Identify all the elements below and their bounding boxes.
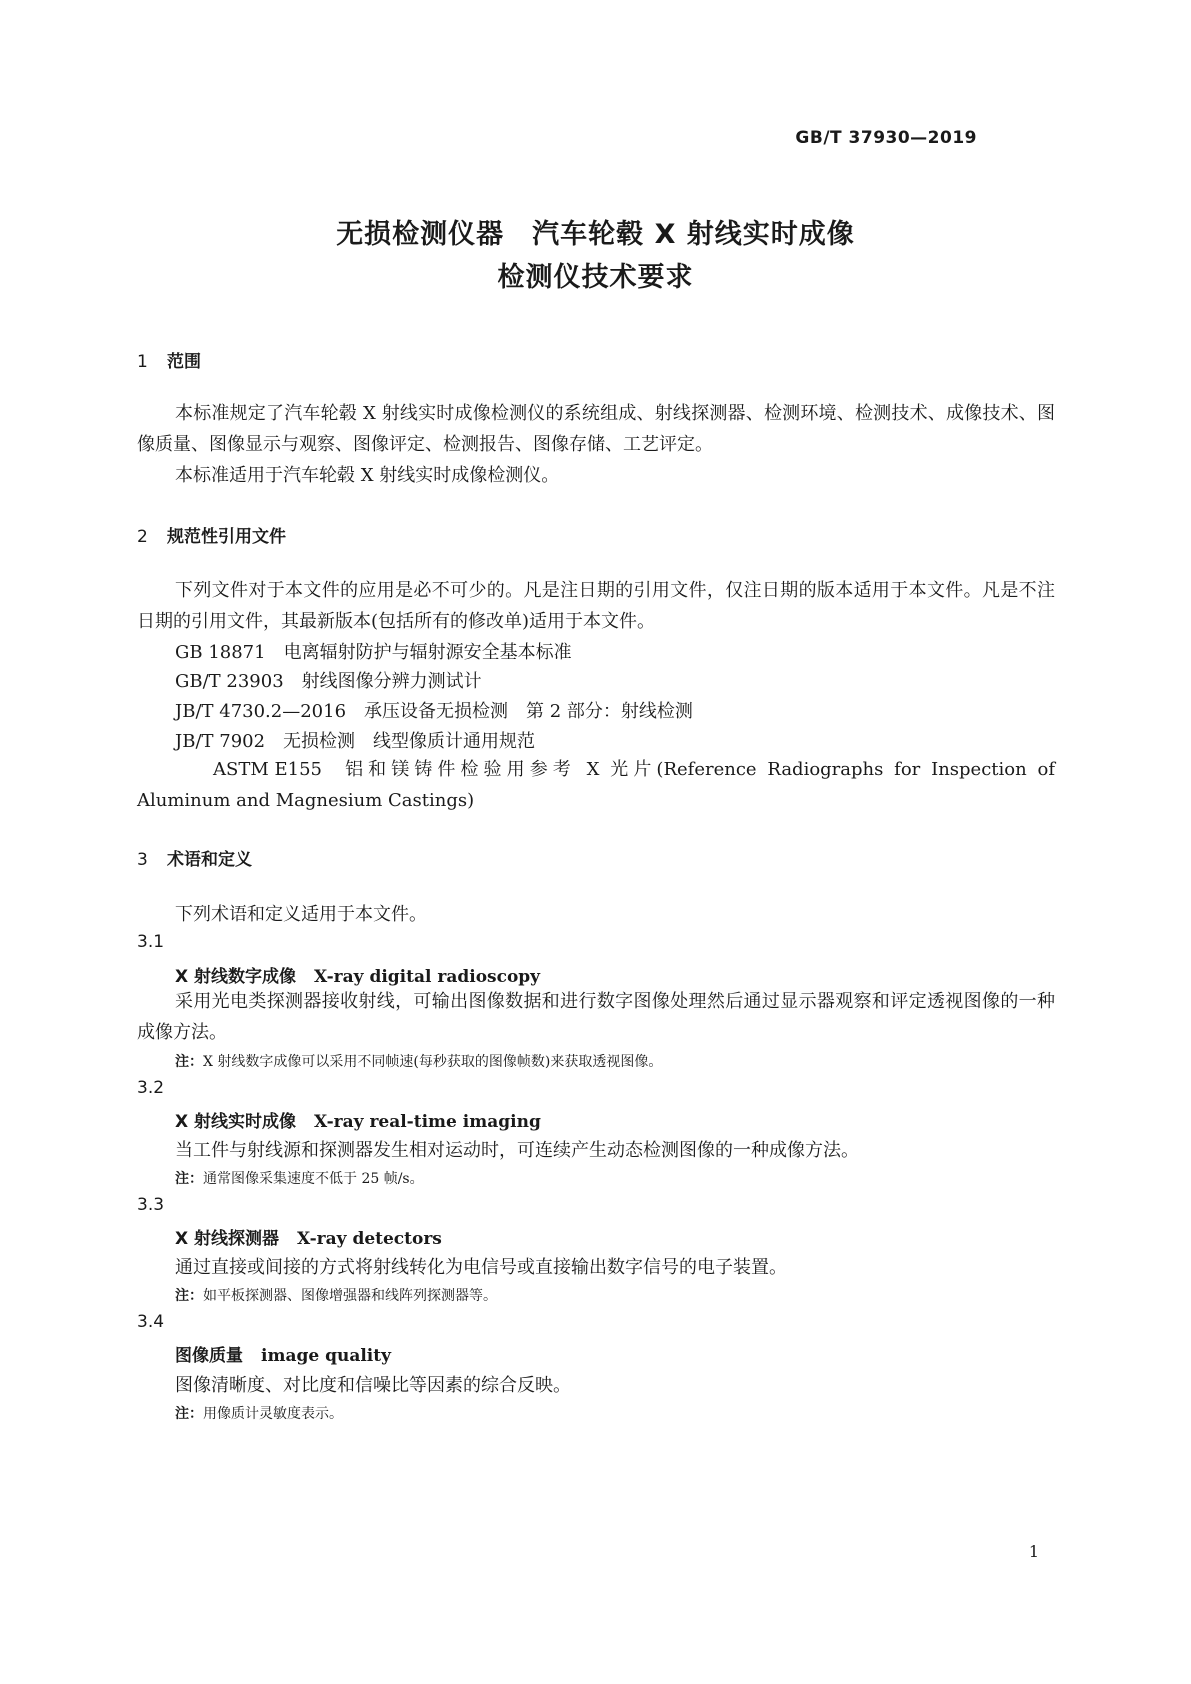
note-label: 注： <box>175 1288 203 1304</box>
term-note <box>175 1168 424 1188</box>
term-chinese: X 射线探测器 <box>175 1229 280 1249</box>
section-title: 范围 <box>167 352 201 372</box>
reference-code: JB/T 4730.2—2016 <box>175 701 347 722</box>
term-english: X-ray real-time imaging <box>314 1112 541 1132</box>
reference-title: 电离辐射防护与辐射源安全基本标准 <box>283 642 572 663</box>
term-english: X-ray detectors <box>297 1229 442 1249</box>
reference-title: 承压设备无损检测 第 2 部分：射线检测 <box>364 701 693 722</box>
term-english: image quality <box>261 1346 391 1366</box>
document-title-line-2: 检测仪技术要求 <box>497 262 694 293</box>
term-note <box>175 1051 662 1071</box>
section-number: 2 <box>137 527 148 547</box>
note-text: 如平板探测器、图像增强器和线阵列探测器等。 <box>203 1288 497 1304</box>
term-title <box>175 1224 442 1249</box>
section-number: 3 <box>137 850 148 870</box>
term-note <box>175 1403 343 1423</box>
note-text: 用像质计灵敏度表示。 <box>203 1406 343 1422</box>
term-definition: 当工件与射线源和探测器发生相对运动时，可连续产生动态检测图像的一种成像方法。 <box>175 1140 859 1161</box>
term-definition: 通过直接或间接的方式将射线转化为电信号或直接输出数字信号的电子装置。 <box>175 1257 787 1278</box>
term-note <box>175 1285 497 1305</box>
section-number: 1 <box>137 352 148 372</box>
reference-code: GB/T 23903 <box>175 671 284 692</box>
references-intro-paragraph: 下列文件对于本文件的应用是必不可少的。凡是注日期的引用文件，仅注日期的版本适用于本文件。凡是不注日期的引用文件，其最新版本(包括所有的修改单)适用于本文件。 <box>137 580 1055 632</box>
term-chinese: X 射线实时成像 <box>175 1112 297 1132</box>
terms-intro: 下列术语和定义适用于本文件。 <box>175 904 427 925</box>
note-text: 通常图像采集速度不低于 25 帧/s。 <box>203 1171 424 1187</box>
note-label: 注： <box>175 1171 203 1187</box>
reference-title: 铝和镁铸件检验用参考 X 光片(Reference Radiographs for Inspection of Aluminum and Magnesium Castings) <box>137 759 1055 811</box>
reference-item <box>175 727 535 753</box>
clause-number: 3.3 <box>137 1195 165 1215</box>
term-title <box>175 962 540 987</box>
reference-item <box>175 638 572 664</box>
section-title: 术语和定义 <box>167 850 252 870</box>
reference-item <box>175 667 482 693</box>
section-title: 规范性引用文件 <box>167 527 286 547</box>
scope-applicability-paragraph: 本标准适用于汽车轮毂 X 射线实时成像检测仪。 <box>175 465 560 486</box>
reference-title: 射线图像分辨力测试计 <box>301 671 482 692</box>
note-text: X 射线数字成像可以采用不同帧速(每秒获取的图像帧数)来获取透视图像。 <box>203 1054 663 1070</box>
reference-code: ASTM E155 <box>213 759 322 780</box>
term-english: X-ray digital radioscopy <box>314 967 541 987</box>
note-label: 注： <box>175 1054 203 1070</box>
document-title-line-1: 无损检测仪器 汽车轮毂 X 射线实时成像 <box>336 219 855 250</box>
clause-number: 3.4 <box>137 1312 165 1332</box>
reference-item <box>137 754 1055 816</box>
term-chinese: 图像质量 <box>175 1346 243 1366</box>
note-label: 注： <box>175 1406 203 1422</box>
clause-number: 3.1 <box>137 932 165 952</box>
term-title <box>175 1107 541 1132</box>
reference-code: GB 18871 <box>175 642 266 663</box>
reference-title: 无损检测 线型像质计通用规范 <box>283 731 536 752</box>
scope-paragraph: 本标准规定了汽车轮毂 X 射线实时成像检测仪的系统组成、射线探测器、检测环境、检测技术、成像技术、图像质量、图像显示与观察、图像评定、检测报告、图像存储、工艺评定。 <box>137 403 1055 455</box>
section-heading-scope <box>137 347 201 372</box>
section-heading-terms-and-definitions <box>137 845 252 870</box>
page-number: 1 <box>1028 1542 1039 1561</box>
term-title <box>175 1341 391 1366</box>
term-definition: 采用光电类探测器接收射线，可输出图像数据和进行数字图像处理然后通过显示器观察和评定透视图像的一种成像方法。 <box>137 991 1055 1043</box>
clause-number: 3.2 <box>137 1078 165 1098</box>
reference-item <box>175 697 693 723</box>
reference-code: JB/T 7902 <box>175 731 266 752</box>
term-definition: 图像清晰度、对比度和信噪比等因素的综合反映。 <box>175 1375 571 1396</box>
section-heading-normative-references <box>137 522 286 547</box>
standard-number: GB/T 37930—2019 <box>795 128 977 148</box>
term-chinese: X 射线数字成像 <box>175 967 297 987</box>
